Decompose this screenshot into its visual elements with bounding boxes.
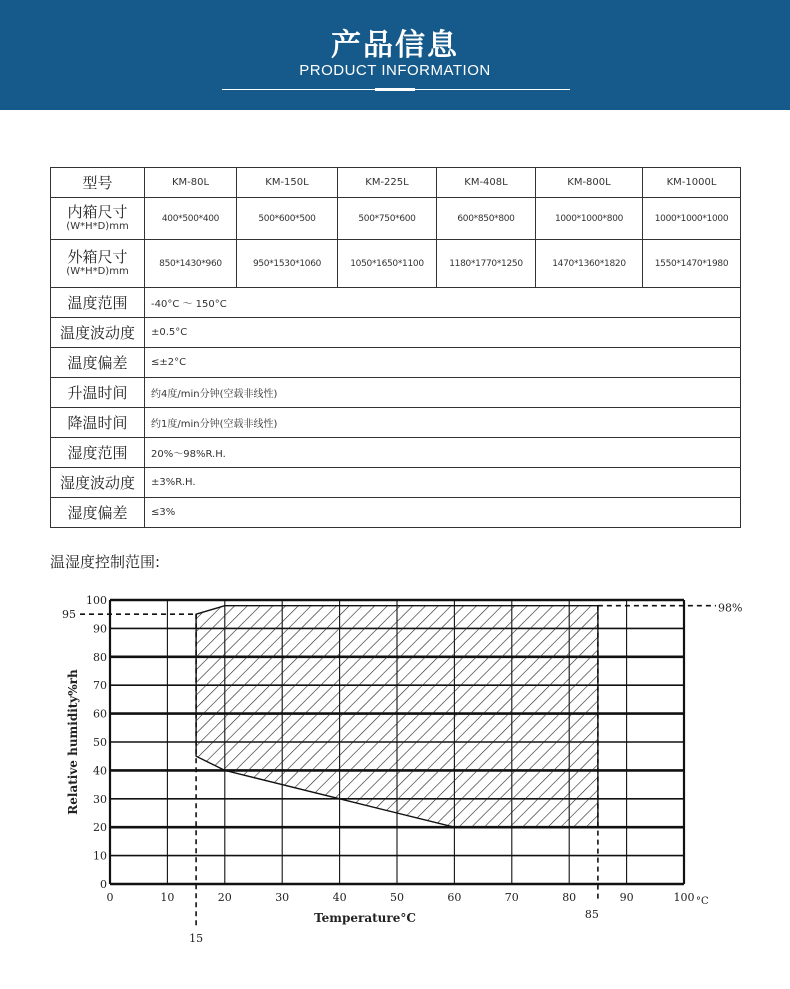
outer-size-cell: 1180*1770*1250 xyxy=(437,240,536,288)
row-value: 约4度/min分钟(空载非线性) xyxy=(145,378,741,408)
annotation-15: 15 xyxy=(189,932,204,945)
model-cell: KM-800L xyxy=(536,168,643,198)
page-subtitle: PRODUCT INFORMATION xyxy=(299,62,491,79)
y-tick-label: 30 xyxy=(93,792,107,806)
outer-size-cell: 950*1530*1060 xyxy=(237,240,338,288)
annotation-98: 98% xyxy=(718,601,743,615)
y-tick-label: 70 xyxy=(93,679,107,693)
row-value: 约1度/min分钟(空载非线性) xyxy=(145,408,741,438)
row-value: -40°C ～ 150°C xyxy=(145,288,741,318)
model-cell: KM-1000L xyxy=(643,168,741,198)
outer-size-cell: 1050*1650*1100 xyxy=(338,240,437,288)
y-tick-label: 90 xyxy=(93,622,107,636)
x-tick-label: 100 xyxy=(673,891,695,904)
y-tick-label: 10 xyxy=(93,849,107,863)
model-cell: KM-408L xyxy=(437,168,536,198)
model-cell: KM-150L xyxy=(237,168,338,198)
row-label: 温度偏差 xyxy=(51,348,145,378)
inner-size-cell: 500*750*600 xyxy=(338,198,437,240)
model-label: 型号 xyxy=(51,168,145,198)
row-value: 20%～98%R.H. xyxy=(145,438,741,468)
x-tick-label: 80 xyxy=(562,891,577,904)
model-cell: KM-80L xyxy=(145,168,237,198)
row-value: ≤±2°C xyxy=(145,348,741,378)
outer-size-cell: 850*1430*960 xyxy=(145,240,237,288)
inner-size-cell: 600*850*800 xyxy=(437,198,536,240)
x-tick-label: 30 xyxy=(275,891,290,904)
y-tick-label: 40 xyxy=(93,764,107,778)
inner-size-cell: 1000*1000*1000 xyxy=(643,198,741,240)
annotation-85: 85 xyxy=(584,908,599,921)
row-label: 温度范围 xyxy=(51,288,145,318)
x-tick-label: 0 xyxy=(106,891,114,904)
row-label: 湿度范围 xyxy=(51,438,145,468)
x-tick-label: 60 xyxy=(447,891,462,904)
inner-size-unit: (W*H*D)mm xyxy=(66,221,129,232)
inner-size-cell: 400*500*400 xyxy=(145,198,237,240)
page-title: 产品信息 xyxy=(331,28,459,63)
x-tick-label: 50 xyxy=(390,891,404,904)
annotation-95: 95 xyxy=(62,608,76,622)
y-axis-label: Relative humidity%rh xyxy=(66,669,80,815)
row-label: 升温时间 xyxy=(51,378,145,408)
row-value: ±0.5°C xyxy=(145,318,741,348)
x-axis-label: Temperature°C xyxy=(314,911,416,925)
y-tick-label: 0 xyxy=(100,878,107,891)
x-tick-label: 10 xyxy=(160,891,175,904)
x-tick-label: 20 xyxy=(217,891,232,904)
row-value: ≤3% xyxy=(145,498,741,528)
y-tick-label: 60 xyxy=(93,707,107,721)
row-label: 降温时间 xyxy=(51,408,145,438)
row-label: 湿度偏差 xyxy=(51,498,145,528)
y-tick-label: 50 xyxy=(93,736,107,749)
outer-size-cell: 1550*1470*1980 xyxy=(643,240,741,288)
outer-size-title: 外箱尺寸 xyxy=(67,248,128,266)
inner-size-cell: 1000*1000*800 xyxy=(536,198,643,240)
chart-section-title: 温湿度控制范围: xyxy=(50,553,161,571)
outer-size-cell: 1470*1360*1820 xyxy=(536,240,643,288)
y-tick-label: 20 xyxy=(93,821,107,835)
inner-size-title: 内箱尺寸 xyxy=(67,203,128,221)
x-tick-label: 40 xyxy=(332,891,347,904)
control-range-area xyxy=(196,606,598,828)
row-label: 湿度波动度 xyxy=(51,468,145,498)
row-value: ±3%R.H. xyxy=(145,468,741,498)
y-tick-label: 100 xyxy=(86,594,107,607)
x-unit-label: °C xyxy=(696,896,709,907)
y-tick-label: 80 xyxy=(93,650,107,664)
x-tick-label: 90 xyxy=(619,891,634,904)
inner-size-cell: 500*600*500 xyxy=(237,198,338,240)
x-tick-label: 70 xyxy=(504,891,519,904)
row-label: 温度波动度 xyxy=(51,318,145,348)
model-cell: KM-225L xyxy=(338,168,437,198)
outer-size-unit: (W*H*D)mm xyxy=(66,266,129,277)
